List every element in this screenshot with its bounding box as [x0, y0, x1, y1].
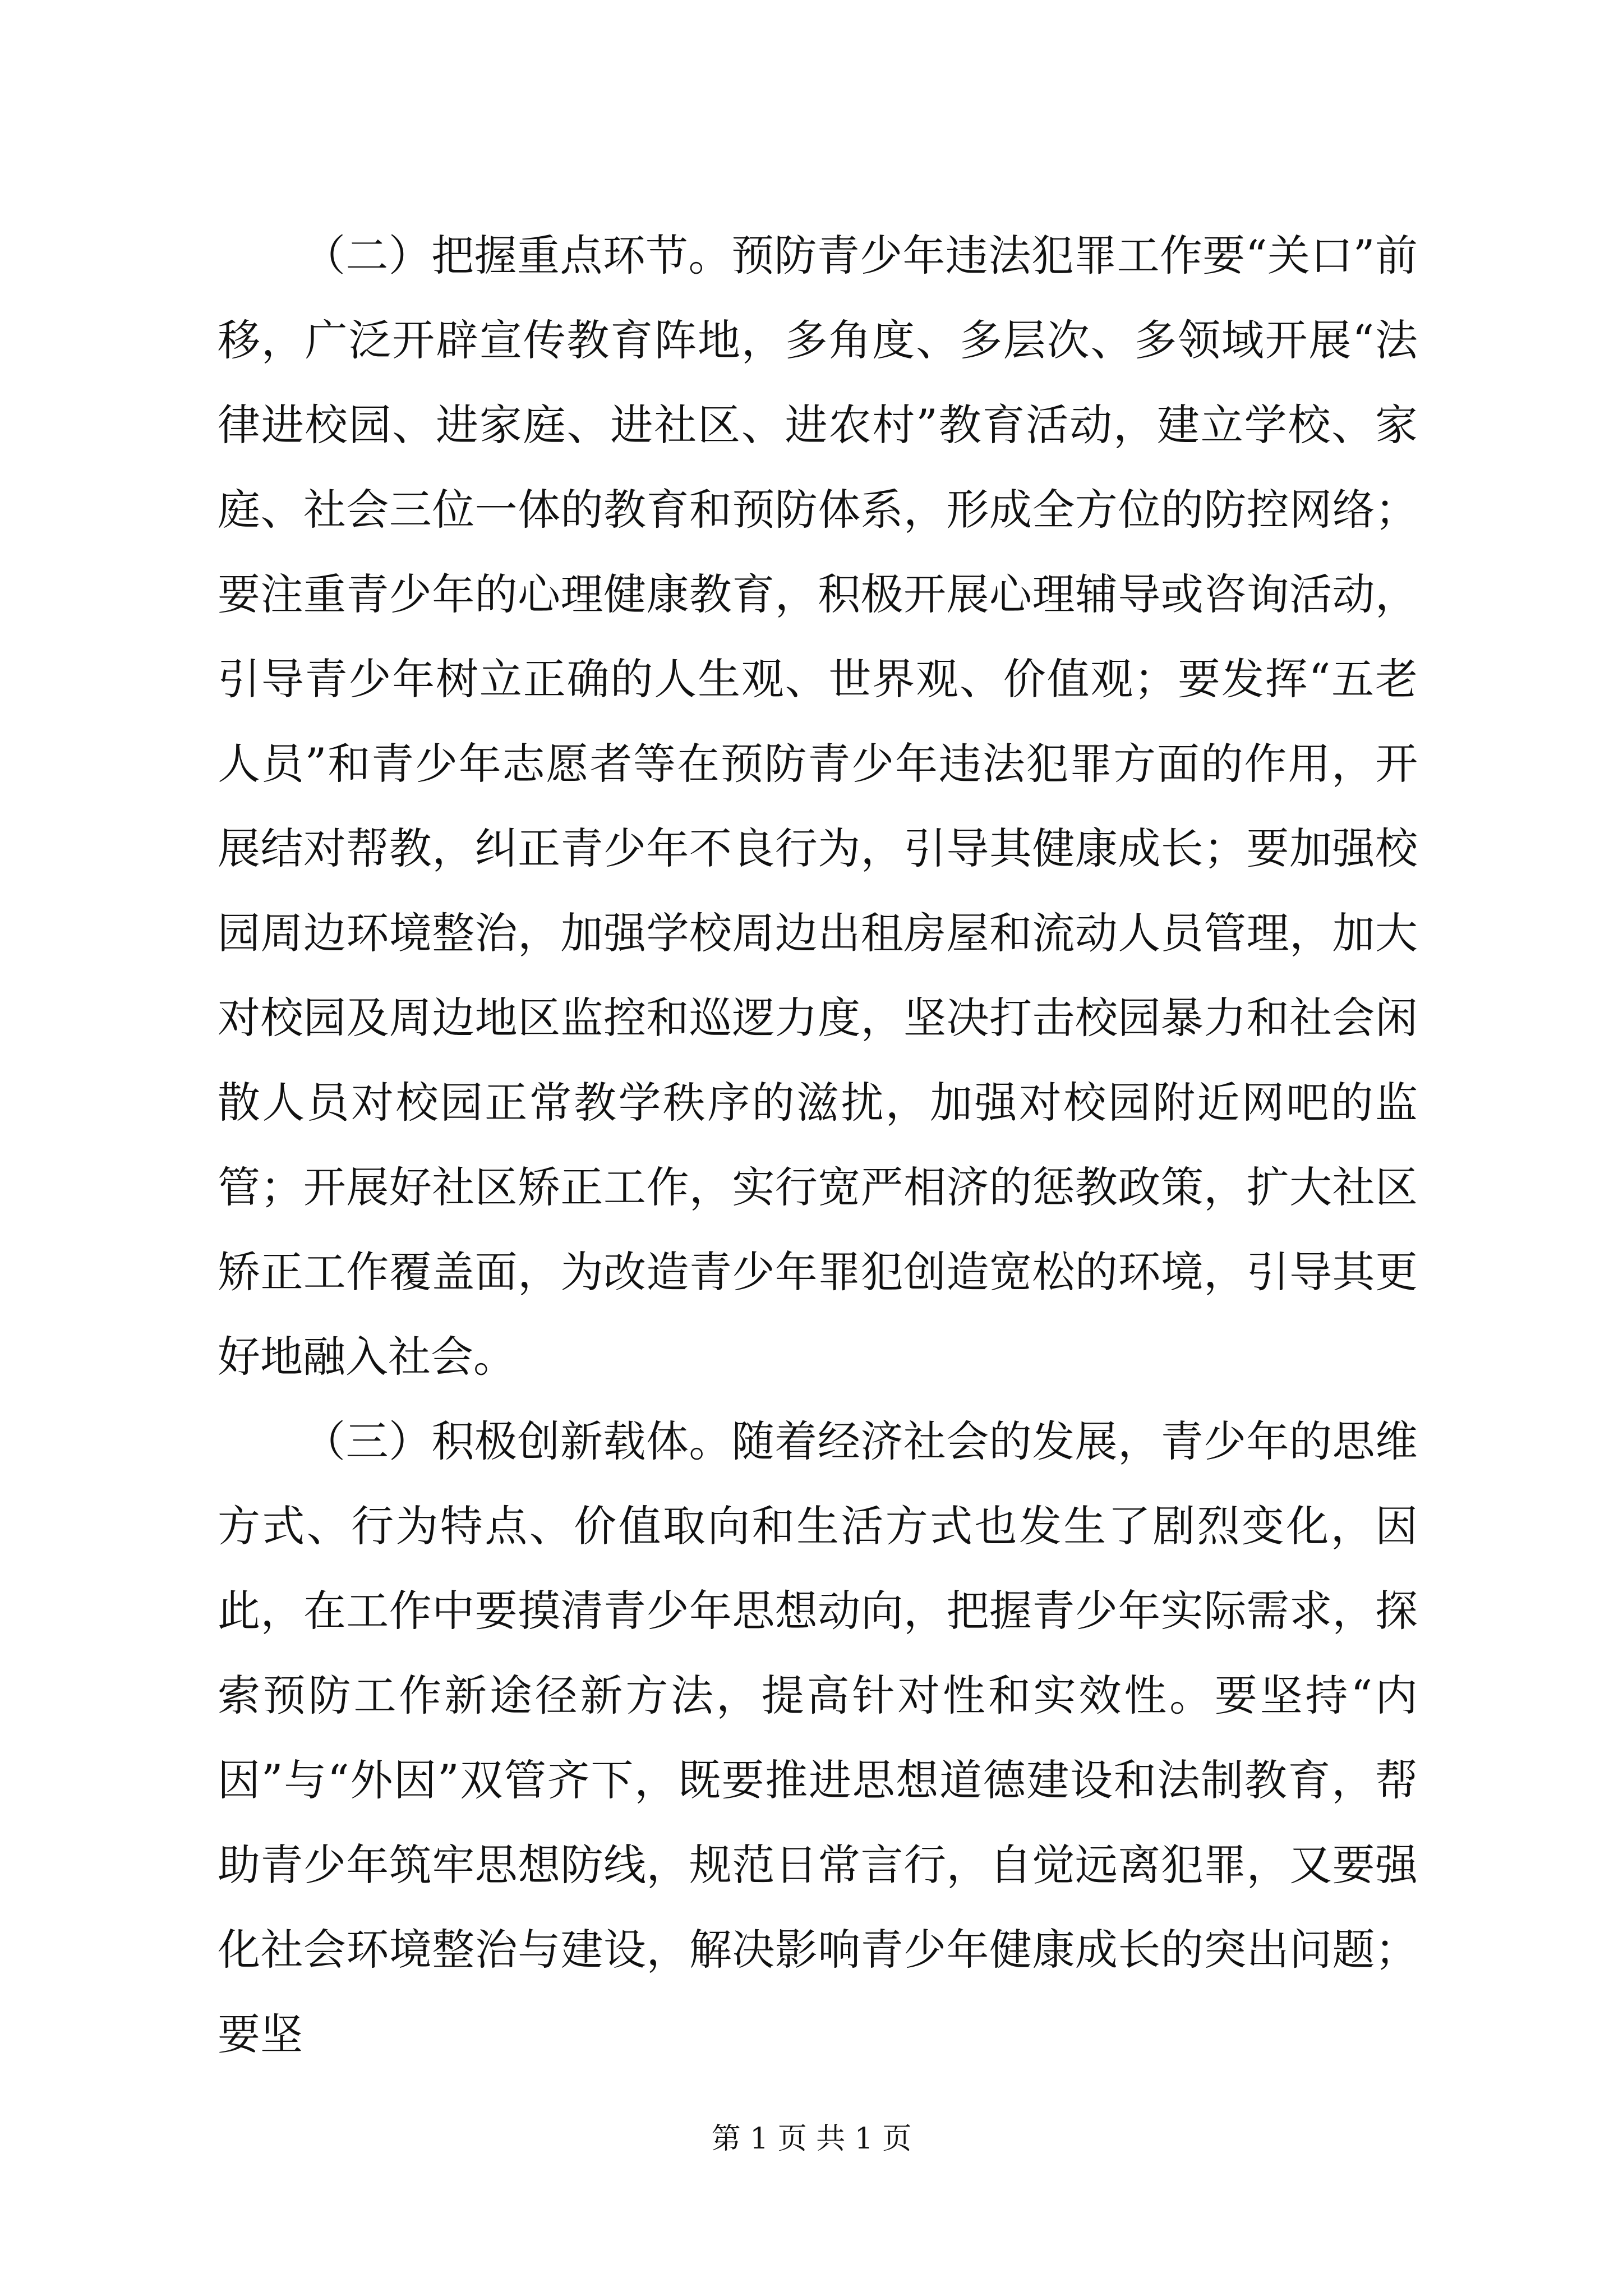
paragraph-innovate-carriers: （三）积极创新载体。随着经济社会的发展，青少年的思维方式、行为特点、价值取向和生活方式也发生了剧烈变化，因此，在工作中要摸清青少年思想动向，把握青少年实际需求，探索预防工作新途径新方法，提高针对性和实效性。要坚持“内因”与“外因”双管齐下，既要推进思想道德建设和法制教育，帮助青少年筑牢思想防线，规范日常言行，自觉远离犯罪，又要强化社会环境整治与建设，解决影响青少年健康成长的突出问题；要坚 [218, 1416, 1418, 2059]
paragraph-key-links: （二）把握重点环节。预防青少年违法犯罪工作要“关口”前移，广泛开辟宣传教育阵地，多角度、多层次、多领域开展“法律进校园、进家庭、进社区、进农村”教育活动，建立学校、家庭、社会三位一体的教育和预防体系，形成全方位的防控网络；要注重青少年的心理健康教育，积极开展心理辅导或咨询活动，引导青少年树立正确的人生观、世界观、价值观；要发挥“五老人员”和青少年志愿者等在预防青少年违法犯罪方面的作用，开展结对帮教，纠正青少年不良行为，引导其健康成长；要加强校园周边环境整治，加强学校周边出租房屋和流动人员管理，加大对校园及周边地区监控和巡逻力度，坚决打击校园暴力和社会闲散人员对校园正常教学秩序的滋扰，加强对校园附近网吧的监管；开展好社区矫正工作，实行宽严相济的惩教政策，扩大社区矫正工作覆盖面，为改造青少年罪犯创造宽松的环境，引导其更好地融入社会。 [218, 231, 1418, 1382]
page-footer: 第 1 页 共 1 页 [711, 2122, 912, 2156]
document-body [218, 213, 1418, 2077]
